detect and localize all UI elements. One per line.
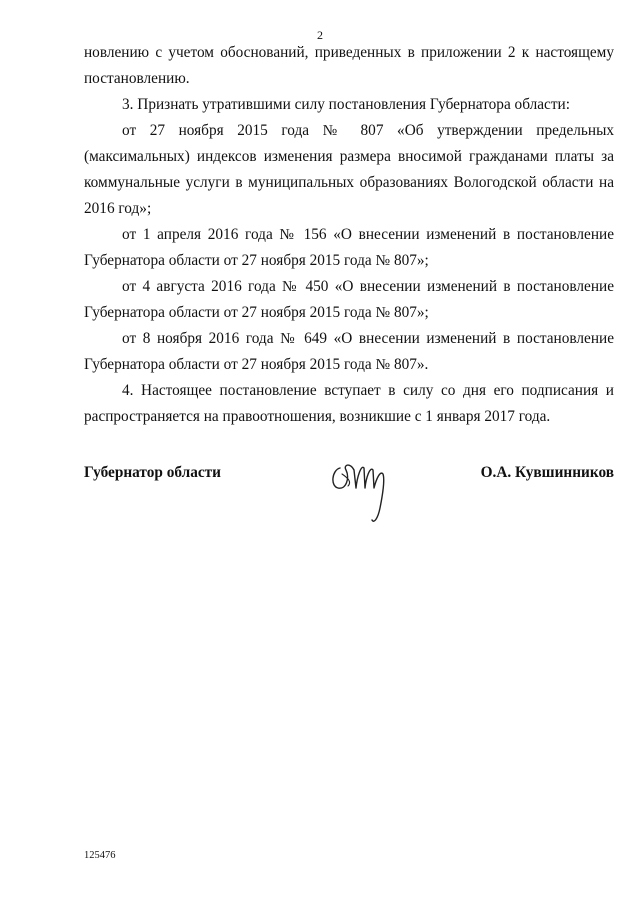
document-body [84,40,614,430]
paragraph-decree-649: от 8 ноября 2016 года № 649 «О внесении изменений в постановление Губернатора области от 27 ноября 2015 года № 807». [84,330,614,373]
signatory-title: Губернатор области [84,464,221,481]
paragraph-item-4: 4. Настоящее постановление вступает в силу со дня его подписания и распространяется на правоотношения, возникшие с 1 января 2017 года. [84,382,614,425]
paragraph-decree-450: от 4 августа 2016 года № 450 «О внесении изменений в постановление Губернатора области от 27 ноября 2015 года № 807»; [84,278,614,321]
paragraph-decree-156: от 1 апреля 2016 года № 156 «О внесении изменений в постановление Губернатора области от 27 ноября 2015 года № 807»; [84,226,614,269]
document-code: 125476 [84,850,116,861]
paragraph-continuation: новлению с учетом обоснований, приведенных в приложении 2 к настоящему постановлению. [84,44,614,87]
paragraph-item-3: 3. Признать утратившими силу постановления Губернатора области: [122,96,570,113]
paragraph-decree-807: от 27 ноября 2015 года № 807 «Об утверждении предельных (максимальных) индексов изменения размера вносимой гражданами платы за коммунальные услуги в муниципальных образованиях Вологодской области на 2016 год»; [84,122,614,217]
handwritten-signature [328,448,398,530]
signatory-name: О.А. Кувшинников [480,464,614,481]
signature-block [84,462,614,542]
page-number: 2 [317,28,323,42]
